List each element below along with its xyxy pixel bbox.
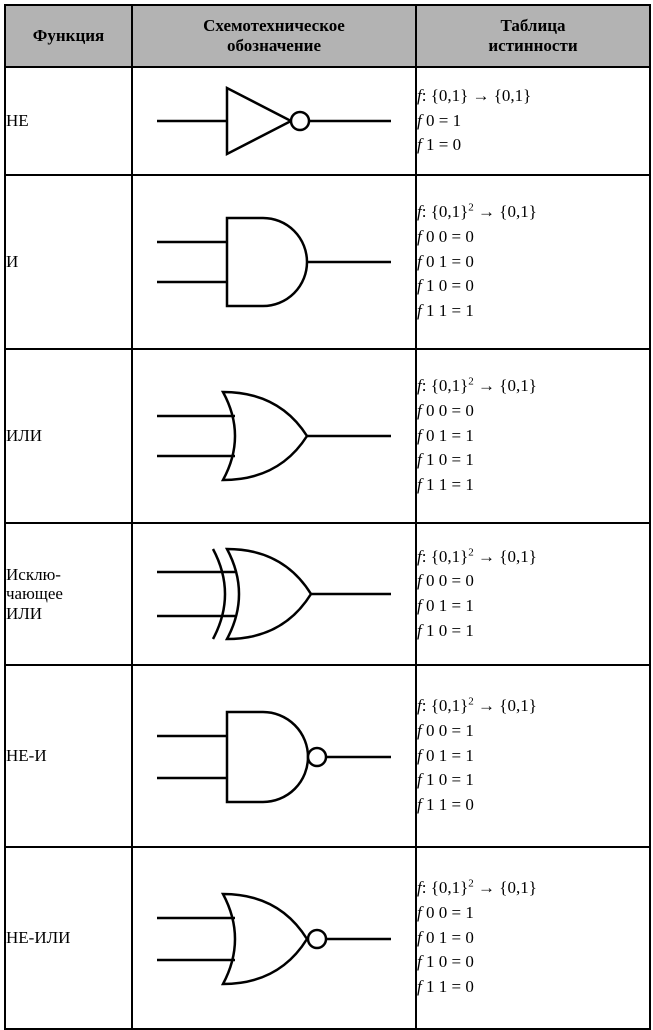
logic-gates-table	[4, 4, 651, 1030]
signature-tail: → {0,1}	[473, 878, 537, 898]
signature-line	[417, 876, 649, 901]
logic-gates-table-sheet	[0, 4, 653, 1028]
truth-line	[417, 793, 649, 818]
truth-body: 0 0 = 0	[425, 571, 474, 591]
truth-line	[417, 473, 649, 498]
truth-fn: f	[417, 952, 422, 972]
header-truth-table	[416, 5, 650, 67]
truth-line	[417, 225, 649, 250]
row-function-name-or	[5, 349, 132, 523]
signature-line	[417, 374, 649, 399]
signature-exponent: 2	[468, 877, 474, 890]
nor-gate-icon	[139, 876, 409, 1001]
function-label: И	[6, 252, 19, 272]
truth-body: 0 1 = 1	[425, 745, 474, 765]
nand-gate-icon	[139, 694, 409, 819]
truth-line	[417, 901, 649, 926]
row-function-name-xor	[5, 523, 132, 665]
truth-line	[417, 744, 649, 769]
header-truth-line2: истинности	[488, 36, 578, 55]
table-row	[5, 847, 650, 1029]
table-header	[5, 5, 650, 67]
truth-body: 0 = 1	[425, 110, 462, 130]
truth-line	[417, 399, 649, 424]
signature-fn: f	[417, 696, 422, 716]
row-truth-xor	[416, 523, 650, 665]
row-symbol-or	[132, 349, 416, 523]
signature-tail: → {0,1}	[473, 202, 537, 222]
signature-tail: → {0,1}	[473, 696, 537, 716]
function-label: ИЛИ	[6, 426, 43, 446]
truth-line	[417, 109, 649, 134]
truth-body: 0 0 = 1	[425, 721, 474, 741]
row-symbol-not	[132, 67, 416, 175]
truth-body: 1 0 = 0	[425, 276, 474, 296]
table-body	[5, 67, 650, 1029]
row-function-name-nand	[5, 665, 132, 847]
truth-body: 0 0 = 0	[425, 401, 474, 421]
truth-fn: f	[417, 425, 422, 445]
truth-body: 1 0 = 1	[425, 770, 474, 790]
signature-body: : {0,1}	[421, 546, 469, 566]
signature-exponent: 2	[468, 546, 474, 559]
row-symbol-nand	[132, 665, 416, 847]
signature-fn: f	[417, 202, 422, 222]
truth-body: 0 1 = 0	[425, 251, 474, 271]
signature-exponent: 2	[468, 695, 474, 708]
signature-line	[417, 84, 649, 109]
truth-fn: f	[417, 794, 422, 814]
signature-body: : {0,1} → {0,1}	[421, 86, 532, 106]
truth-body: 0 0 = 0	[425, 227, 474, 247]
signature-line	[417, 545, 649, 570]
truth-body: 0 0 = 1	[425, 903, 474, 923]
function-label-line1: Исклю-	[6, 564, 61, 584]
truth-line	[417, 274, 649, 299]
truth-fn: f	[417, 251, 422, 271]
header-function	[5, 5, 132, 67]
truth-body: 1 1 = 1	[425, 300, 474, 320]
row-function-name-not	[5, 67, 132, 175]
truth-line	[417, 569, 649, 594]
truth-line	[417, 448, 649, 473]
signature-fn: f	[417, 546, 422, 566]
table-row	[5, 67, 650, 175]
function-label: НЕ	[6, 111, 29, 131]
table-row	[5, 349, 650, 523]
truth-line	[417, 975, 649, 1000]
row-symbol-xor	[132, 523, 416, 665]
truth-body: 0 1 = 1	[425, 425, 474, 445]
truth-fn: f	[417, 135, 422, 155]
not-gate-icon	[139, 76, 409, 166]
truth-fn: f	[417, 450, 422, 470]
truth-line	[417, 950, 649, 975]
truth-line	[417, 594, 649, 619]
truth-fn: f	[417, 571, 422, 591]
truth-line	[417, 299, 649, 324]
signature-line	[417, 200, 649, 225]
truth-body: 1 = 0	[425, 135, 462, 155]
truth-fn: f	[417, 770, 422, 790]
signature-fn: f	[417, 376, 422, 396]
signature-fn: f	[417, 878, 422, 898]
xor-gate-icon	[139, 539, 409, 649]
header-truth-line1: Таблица	[500, 16, 566, 36]
truth-line	[417, 768, 649, 793]
truth-fn: f	[417, 927, 422, 947]
row-truth-or	[416, 349, 650, 523]
truth-fn: f	[417, 300, 422, 320]
row-truth-nor	[416, 847, 650, 1029]
function-label: НЕ-ИЛИ	[6, 928, 71, 948]
row-symbol-and	[132, 175, 416, 349]
truth-fn: f	[417, 721, 422, 741]
truth-fn: f	[417, 903, 422, 923]
row-function-name-nor	[5, 847, 132, 1029]
truth-line	[417, 424, 649, 449]
signature-body: : {0,1}	[421, 376, 469, 396]
or-gate-icon	[139, 376, 409, 496]
row-truth-not	[416, 67, 650, 175]
row-truth-nand	[416, 665, 650, 847]
truth-body: 1 0 = 1	[425, 450, 474, 470]
truth-line	[417, 719, 649, 744]
header-function-label: Функция	[32, 26, 105, 46]
signature-tail: → {0,1}	[473, 376, 537, 396]
truth-body: 1 1 = 0	[425, 794, 474, 814]
function-label-line2: чающее	[6, 584, 63, 604]
truth-fn: f	[417, 976, 422, 996]
truth-line	[417, 619, 649, 644]
truth-fn: f	[417, 276, 422, 296]
table-row	[5, 175, 650, 349]
table-row	[5, 665, 650, 847]
truth-line	[417, 250, 649, 275]
signature-body: : {0,1}	[421, 202, 469, 222]
signature-exponent: 2	[468, 375, 474, 388]
header-symbol-line2: обозначение	[227, 36, 321, 55]
header-symbol-line1: Схемотехническое	[203, 16, 345, 36]
truth-fn: f	[417, 620, 422, 640]
truth-body: 1 1 = 1	[425, 474, 474, 494]
truth-line	[417, 133, 649, 158]
signature-body: : {0,1}	[421, 878, 469, 898]
and-gate-icon	[139, 202, 409, 322]
truth-fn: f	[417, 227, 422, 247]
header-symbol	[132, 5, 416, 67]
signature-exponent: 2	[468, 201, 474, 214]
truth-body: 1 1 = 0	[425, 976, 474, 996]
function-label-line3: ИЛИ	[6, 603, 43, 623]
truth-fn: f	[417, 474, 422, 494]
signature-body: : {0,1}	[421, 696, 469, 716]
truth-body: 1 0 = 0	[425, 952, 474, 972]
truth-body: 1 0 = 1	[425, 620, 474, 640]
row-truth-and	[416, 175, 650, 349]
truth-body: 0 1 = 1	[425, 596, 474, 615]
truth-line	[417, 926, 649, 951]
row-symbol-nor	[132, 847, 416, 1029]
truth-fn: f	[417, 745, 422, 765]
signature-line	[417, 694, 649, 719]
truth-body: 0 1 = 0	[425, 927, 474, 947]
signature-fn: f	[417, 86, 422, 106]
signature-tail: → {0,1}	[473, 546, 537, 566]
truth-fn: f	[417, 401, 422, 421]
truth-fn: f	[417, 110, 422, 130]
truth-fn: f	[417, 596, 422, 615]
function-label: НЕ-И	[6, 746, 47, 766]
header-row	[5, 5, 650, 67]
table-row	[5, 523, 650, 665]
row-function-name-and	[5, 175, 132, 349]
